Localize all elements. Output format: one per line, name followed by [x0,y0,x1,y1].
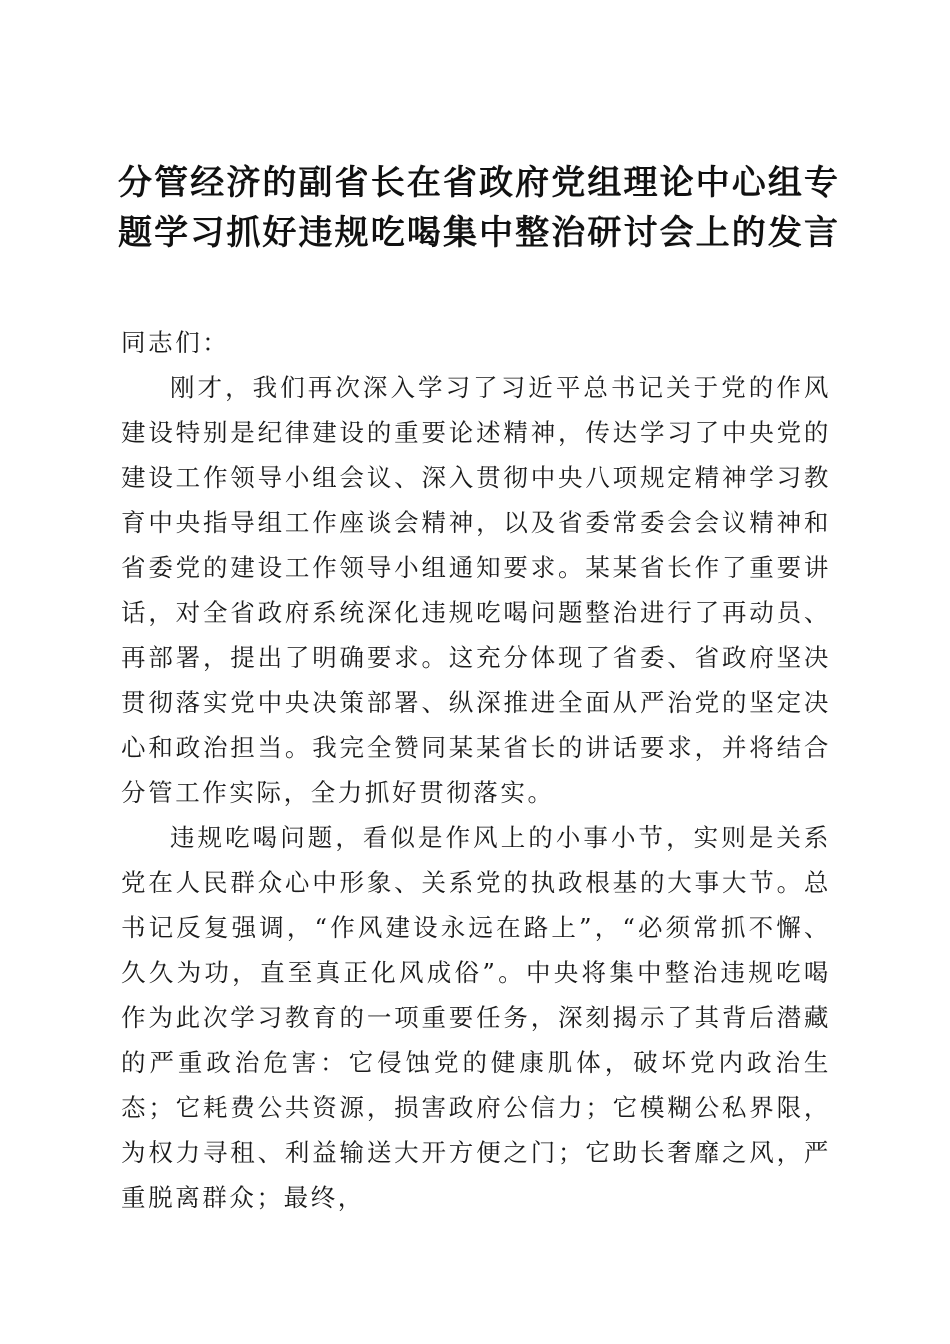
title-line-2: 题学习抓好违规吃喝集中整治研讨会上的发言 [118,213,838,253]
paragraph-1: 刚才，我们再次深入学习了习近平总书记关于党的作风建设特别是纪律建设的重要论述精神，传达学习了中央党的建设工作领导小组会议、深入贯彻中央八项规定精神学习教育中央指导组工作座谈会精神，以及省委常委会会议精神和省委党的建设工作领导小组通知要求。某某省长作了重要讲话，对全省政府系统深化违规吃喝问题整治进行了再动员、再部署，提出了明确要求。这充分体现了省委、省政府坚决贯彻落实党中央决策部署、纵深推进全面从严治党的坚定决心和政治担当。我完全赞同某某省长的讲话要求，并将结合分管工作实际，全力抓好贯彻落实。 [121,373,831,807]
document-title [118,158,838,258]
document-body [121,320,831,1220]
title-line-1: 分管经济的副省长在省政府党组理论中心组专 [118,163,838,203]
salutation: 同志们： [121,328,230,357]
paragraph-2: 违规吃喝问题，看似是作风上的小事小节，实则是关系党在人民群众心中形象、关系党的执政根基的大事大节。总书记反复强调，“作风建设永远在路上”，“必须常抓不懈、久久为功，直至真正化风成俗”。中央将集中整治违规吃喝作为此次学习教育的一项重要任务，深刻揭示了其背后潜藏的严重政治危害：它侵蚀党的健康肌体，破坏党内政治生态；它耗费公共资源，损害政府公信力；它模糊公私界限，为权力寻租、利益输送大开方便之门；它助长奢靡之风，严重脱离群众；最终， [121,823,831,1212]
